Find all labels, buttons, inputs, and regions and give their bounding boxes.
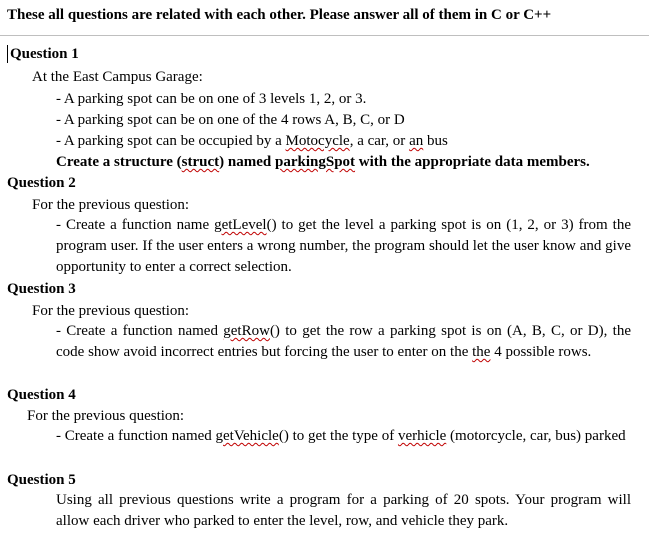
question-1-task (56, 154, 590, 171)
q3-body-dup: the (472, 344, 491, 360)
question-3-body (56, 321, 631, 363)
question-5-title: Question 5 (7, 472, 76, 488)
question-4-intro: For the previous question: (27, 408, 185, 424)
question-4-body (56, 426, 631, 447)
question-3-intro: For the previous question: (32, 303, 190, 319)
q2-body-fn: getLevel (214, 217, 267, 233)
question-5-body: Using all previous questions write a program for a parking of 20 spots. Your program will allow each driver who parked to enter the level, row, and vehicle they park. (56, 492, 631, 529)
question-1-intro: At the East Campus Garage: (32, 69, 203, 85)
q4-body-c: () to get the type of (278, 428, 398, 444)
q2-body-c: () to get the level a parking spot is on (1, 2, or 3) from the program user. If the user enters a wrong number, the program should let the user know and give opportunity to enter a correct selection. (56, 217, 632, 275)
question-4-title: Question 4 (7, 387, 76, 403)
q2-body-a: - Create a function name (56, 217, 215, 233)
q4-body-fn: getVehicle (215, 428, 279, 444)
question-2-title: Question 2 (7, 175, 76, 191)
question-3-title: Question 3 (7, 281, 76, 297)
q4-body-a: - Create a function named (56, 428, 216, 444)
q1-task-e: with the appropriate data members. (355, 154, 590, 170)
q4-body-e: (motorcycle, car, bus) parked (446, 428, 626, 444)
question-2-body (56, 215, 631, 278)
text-cursor (7, 45, 8, 63)
q1-b3-grammar: an (409, 133, 424, 149)
q1-b3-c: , a car, or (349, 133, 410, 149)
question-1-bullet-2: - A parking spot can be on one of the 4 rows A, B, C, or D (56, 112, 405, 128)
document-header: These all questions are related with each other. Please answer all of them in C or C++ (7, 7, 552, 23)
q1-b3-a: - A parking spot can be occupied by a (56, 133, 286, 149)
q4-body-misspelled: verhicle (397, 428, 447, 444)
q1-task-name: parkingSpot (275, 154, 356, 170)
q1-task-c: ) named (219, 154, 275, 170)
q3-body-fn: getRow (223, 323, 270, 339)
q1-b3-misspelled: Motocycle (285, 133, 350, 149)
question-2-intro: For the previous question: (32, 197, 190, 213)
question-1-bullet-3 (56, 133, 448, 150)
q1-b3-e: bus (423, 133, 448, 149)
q3-body-e: 4 possible rows. (490, 344, 592, 360)
question-1-bullet-1: - A parking spot can be on one of 3 levels 1, 2, or 3. (56, 91, 367, 107)
q3-body-a: - Create a function named (56, 323, 224, 339)
q1-task-a: Create a structure ( (56, 154, 182, 170)
q1-task-struct: struct (181, 154, 220, 170)
question-1-title: Question 1 (10, 46, 79, 62)
q3-body-c: () to get the row a parking spot is on (A, B, C, or D), the code show avoid incorrect entries but forcing the user to enter on the (56, 323, 632, 360)
